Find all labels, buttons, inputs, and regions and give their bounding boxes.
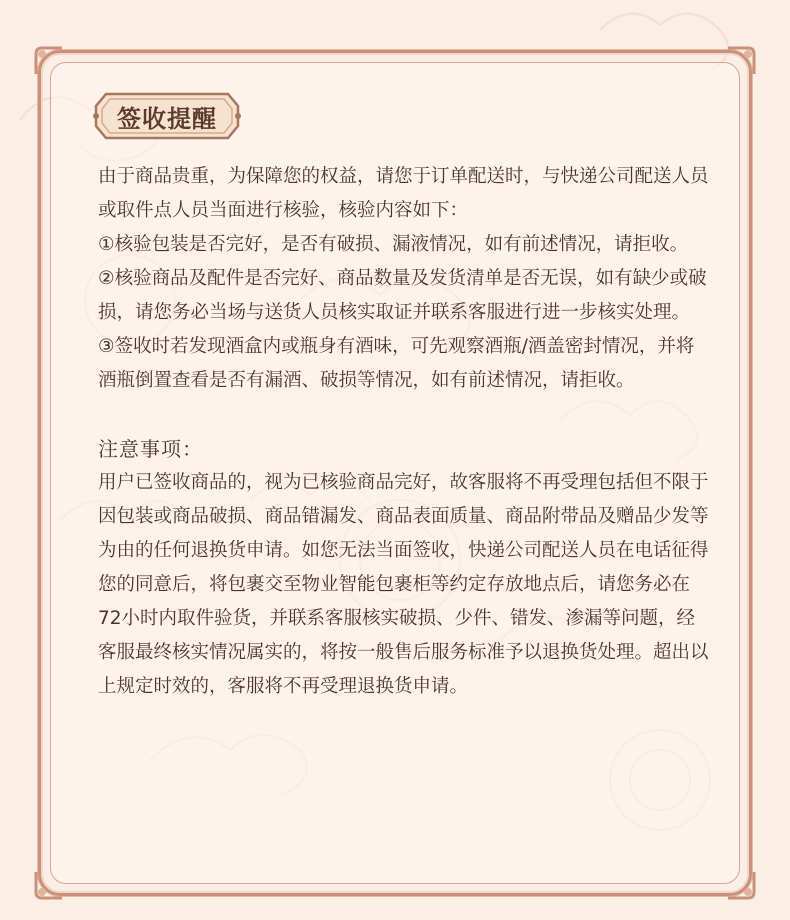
intro-paragraph: 由于商品贵重，为保障您的权益，请您于订单配送时，与快递公司配送人员或取件点人员当面进行核验，核验内容如下： <box>98 166 709 221</box>
notice-paragraph: 用户已签收商品的，视为已核验商品完好，故客服将不再受理包括但不限于因包装或商品破损、商品错漏发、商品表面质量、商品附带品及赠品少发等为由的任何退换货申请。如您无法当面签收，快递公司配送人员在电话征得您的同意后，将包裹交至物业智能包裹柜等约定存放地点后，请您务必在72小时内取件验货，并联系客服核实破损、少件、错发、渗漏等问题，经客服最终核实情况属实的，将按一般售后服务标准予以退换货处理。超出以上规定时效的，客服将不再受理退换货申请。 <box>98 472 709 697</box>
check-item-3: ③签收时若发现酒盒内或瓶身有酒味，可先观察酒瓶/酒盖密封情况，并将酒瓶倒置查看是否有漏酒、破损等情况，如有前述情况，请拒收。 <box>98 336 695 391</box>
page-title: 签收提醒 <box>117 103 217 133</box>
content-body <box>98 160 710 704</box>
notice-title: 注意事项： <box>98 437 203 461</box>
corner-ornament <box>724 868 758 902</box>
corner-ornament <box>32 44 66 78</box>
title-badge <box>92 90 242 142</box>
check-item-1: ①核验包装是否完好，是否有破损、漏液情况，如有前述情况，请拒收。 <box>98 234 689 255</box>
corner-ornament <box>32 868 66 902</box>
spacer <box>98 398 710 432</box>
corner-ornament <box>724 44 758 78</box>
check-item-2: ②核验商品及配件是否完好、商品数量及发货清单是否无误，如有缺少或破损，请您务必当场与送货人员核实取证并联系客服进行进一步核实处理。 <box>98 268 707 323</box>
